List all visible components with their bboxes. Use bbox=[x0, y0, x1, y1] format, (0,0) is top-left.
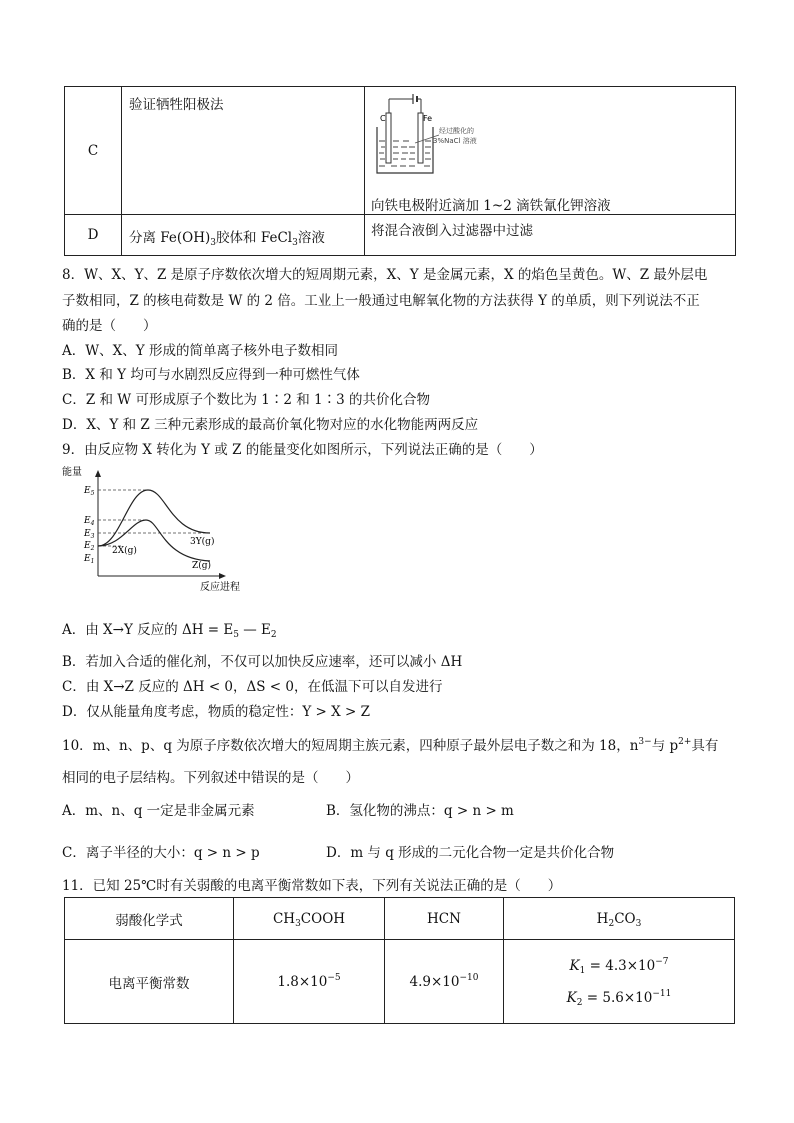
curve-label-2x: 2X(g) bbox=[112, 546, 137, 556]
q10-option-a: A．m、n、q 一定是非金属元素 bbox=[62, 803, 255, 819]
value-ch3cooh: $1.8\times 10^{-5}$ bbox=[234, 940, 385, 1024]
row-c-operation: 向铁电极附近滴加 1~2 滴铁氰化钾溶液 bbox=[371, 198, 611, 214]
row-c-label: C bbox=[65, 87, 122, 215]
row-label-constant: 电离平衡常数 bbox=[65, 940, 234, 1024]
electrode-c-label: C bbox=[380, 114, 386, 123]
row-d-operation: 将混合液倒入过滤器中过滤 bbox=[365, 215, 736, 256]
row-c-operation-cell bbox=[365, 87, 736, 215]
row-d-label: D bbox=[65, 215, 122, 256]
solution-note-2: 3%NaCl 溶液 bbox=[433, 137, 477, 145]
q8-option-a: A．W、X、Y 形成的简单离子核外电子数相同 bbox=[62, 343, 338, 359]
value-k2: $K_2 = 5.6\times 10^{-11}$ bbox=[566, 988, 672, 1008]
value-h2co3 bbox=[504, 940, 735, 1024]
q8-option-c: C．Z 和 W 可形成原子个数比为 1∶2 和 1∶3 的共价化合物 bbox=[62, 392, 430, 408]
e4-label: $E_4$ bbox=[84, 516, 95, 527]
q9-option-a: A．由 X→Y 反应的 $\Delta H = E_5$ — $E_2$ bbox=[62, 622, 277, 640]
energy-axis-title: 能量 bbox=[62, 467, 82, 478]
q9-option-c: C．由 X→Z 反应的 ΔH < 0，ΔS < 0，在低温下可以自发进行 bbox=[62, 679, 443, 695]
value-hcn: $4.9\times 10^{-10}$ bbox=[385, 940, 504, 1024]
q8-option-b: B．X 和 Y 均可与水剧烈反应得到一种可燃性气体 bbox=[62, 367, 360, 383]
row-c-purpose: 验证牺牲阳极法 bbox=[122, 87, 365, 215]
e3-label: $E_3$ bbox=[84, 529, 95, 540]
experiment-table bbox=[64, 86, 736, 256]
q9-stem: 9．由反应物 X 转化为 Y 或 Z 的能量变化如图所示，下列说法正确的是（ ） bbox=[62, 442, 543, 458]
q10-stem-line1: 10．m、n、p、q 为原子序数依次增大的短周期主族元素，四种原子最外层电子数之和为 18，$n^{3-}$与 $p^{2+}$具有 bbox=[62, 737, 719, 754]
q9-option-d: D．仅从能量角度考虑，物质的稳定性：Y > X > Z bbox=[62, 704, 371, 720]
energy-diagram bbox=[62, 464, 262, 594]
q10-stem-line2: 相同的电子层结构。下列叙述中错误的是（ ） bbox=[62, 770, 359, 786]
q8-stem-line1: 8．W、X、Y、Z 是原子序数依次增大的短周期元素，X、Y 是金属元素，X 的焰色呈黄色。W、Z 最外层电 bbox=[62, 267, 708, 283]
header-acid-formula: 弱酸化学式 bbox=[65, 898, 234, 940]
row-d-purpose: 分离 $Fe(OH)_3$胶体和 FeCl$_3$溶液 bbox=[122, 215, 365, 256]
acid-constant-table bbox=[64, 897, 735, 1024]
curve-label-z: Z(g) bbox=[192, 561, 212, 571]
q10-option-b: B．氢化物的沸点：q > n > m bbox=[326, 803, 514, 819]
value-k1: $K_1 = 4.3\times 10^{-7}$ bbox=[569, 956, 669, 976]
header-ch3cooh: $CH_3COOH$ bbox=[234, 898, 385, 940]
q8-stem-line3: 确的是（ ） bbox=[62, 318, 157, 334]
curve-label-3y: 3Y(g) bbox=[190, 537, 215, 547]
e1-label: $E_1$ bbox=[84, 554, 95, 565]
q10-option-d: D．m 与 q 形成的二元化合物一定是共价化合物 bbox=[326, 845, 615, 861]
q8-option-d: D．X、Y 和 Z 三种元素形成的最高价氧化物对应的水化物能两两反应 bbox=[62, 417, 479, 433]
q11-stem: 11．已知 25℃时有关弱酸的电离平衡常数如下表，下列有关说法正确的是（ ） bbox=[62, 878, 562, 894]
solution-note-1: 经过酸化的 bbox=[439, 127, 474, 135]
e2-label: $E_2$ bbox=[84, 541, 95, 552]
q10-option-c: C．离子半径的大小：q > n > p bbox=[62, 845, 260, 861]
header-hcn: HCN bbox=[385, 898, 504, 940]
header-h2co3: $H_2CO_3$ bbox=[504, 898, 735, 940]
electrode-fe-label: Fe bbox=[423, 114, 433, 123]
progress-axis-title: 反应进程 bbox=[200, 582, 240, 593]
q8-stem-line2: 子数相同，Z 的核电荷数是 W 的 2 倍。工业上一般通过电解氧化物的方法获得 Y 的单质，则下列说法不正 bbox=[62, 293, 700, 309]
e5-label: $E_5$ bbox=[84, 486, 95, 497]
q9-option-b: B．若加入合适的催化剂，不仅可以加快反应速率，还可以减小 ΔH bbox=[62, 654, 463, 670]
electrolysis-cell-figure bbox=[371, 91, 531, 181]
